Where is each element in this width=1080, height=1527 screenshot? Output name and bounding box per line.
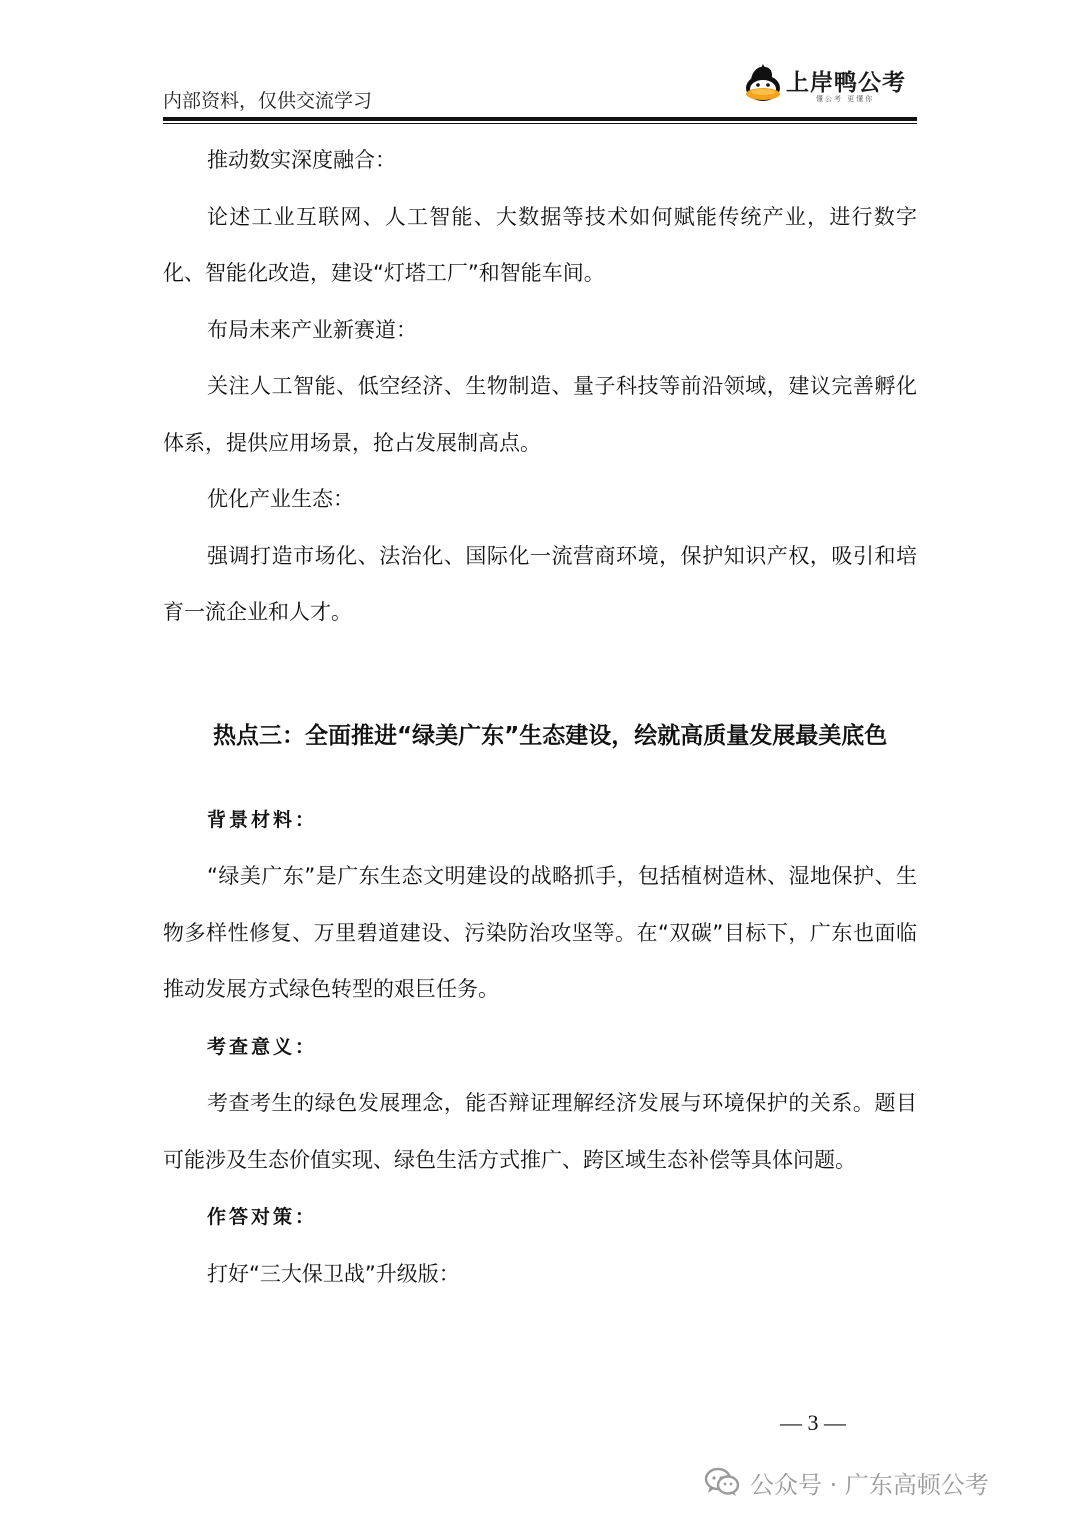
section-heading: 热点三：全面推进“绿美广东”生态建设，绘就高质量发展最美底色 [213,722,888,749]
heading-spacer [163,767,917,791]
paragraph-significance: 考查考生的绿色发展理念，能否辩证理解经济发展与环境保护的关系。题目可能涉及生态价值实现、绿色生活方式推广、跨区域生态补偿等具体问题。 [163,1091,917,1172]
duck-icon [742,62,786,106]
label-significance-row [163,1018,917,1076]
page-number: — 3 — [780,1410,846,1435]
subheading-digital-integration: 推动数实深度融合： [207,148,396,172]
header-note: 内部资料，仅供交流学习 [163,90,373,112]
paragraph-strategy: 打好“三大保卫战”升级版： [207,1261,460,1286]
document-body [163,132,917,1302]
paragraph-background: “绿美广东”是广东生态文明建设的战略抓手，包括植树造林、湿地保护、生物多样性修复、万里碧道建设、污染防治攻坚等。在“双碳”目标下，广东也面临推动发展方式绿色转型的艰巨任务。 [163,864,917,1001]
subheading-industry-ecosystem: 优化产业生态： [207,487,354,511]
label-background: 背景材料： [207,808,318,831]
paragraph-future-industries: 关注人工智能、低空经济、生物制造、量子科技等前沿领域，建议完善孵化体系，提供应用场景，抢占发展制高点。 [163,374,917,455]
label-background-row [163,791,917,849]
paragraph-industry-ecosystem: 强调打造市场化、法治化、国际化一流营商环境，保护知识产权，吸引和培育一流企业和人才。 [163,543,917,624]
paragraph-digital-integration: 论述工业互联网、人工智能、大数据等技术如何赋能传统产业，进行数字化、智能化改造，建设“灯塔工厂”和智能车间。 [163,204,917,285]
logo-name: 上岸鸭公考 [786,70,906,96]
label-strategy: 作答对策： [207,1206,318,1228]
logo-slogan: 懂公考 更懂你 [816,95,875,103]
brand-logo [742,62,906,110]
section-spacer [163,641,917,705]
label-significance: 考查意义： [207,1035,318,1058]
header-rule-thick [163,117,917,121]
watermark [704,1462,989,1502]
header-rule-thin [163,123,917,124]
subheading-future-industries: 布局未来产业新赛道： [207,317,417,342]
label-strategy-row [163,1188,917,1246]
watermark-text: 公众号 · 广东高顿公考 [750,1470,989,1499]
wechat-icon [704,1466,740,1498]
